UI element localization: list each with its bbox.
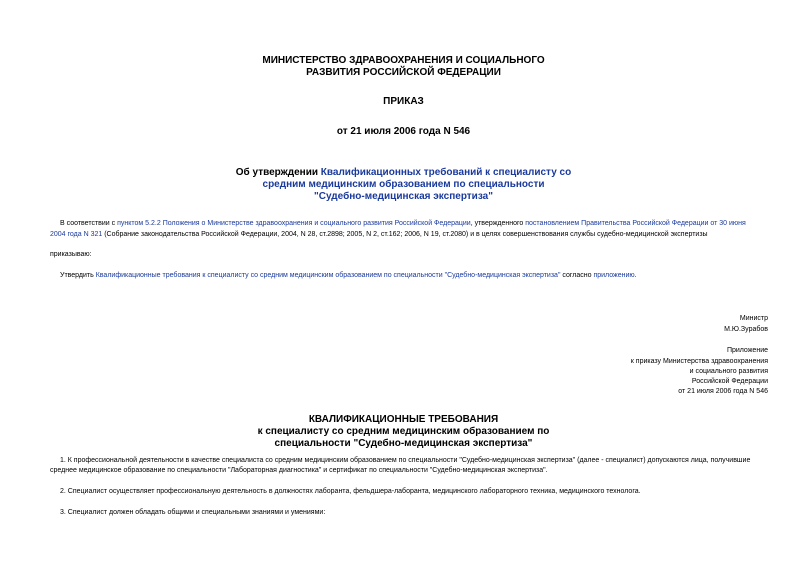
requirements-approve-link[interactable]: Квалификационные требования к специалисту со средним медицинским образованием по специальности "Судебно-медицинская экспертиза" [95,272,561,279]
clause-5-2-2-link[interactable]: пунктом 5.2.2 [117,220,161,227]
doc-date-number: от 21 июля 2006 года N 546 [336,126,471,137]
ministry-line-2: РАЗВИТИЯ РОССИЙСКОЙ ФЕДЕРАЦИИ [306,67,501,78]
subject-prefix: Об утверждении [235,167,321,178]
subject-line-3[interactable]: "Судебно-медицинская экспертиза" [314,191,493,202]
appendix-ref-1: Приложение [726,347,768,354]
signature-title: Министр [739,315,768,322]
order-word: приказываю: [50,251,92,258]
government-decree-link-cont[interactable]: 2004 года N 321 [50,231,103,238]
appendix-ref-2: к приказу Министерства здравоохранения [630,358,768,365]
doc-type: ПРИКАЗ [383,96,424,107]
signature-name: М.Ю.Зурабов [724,326,768,333]
requirements-link[interactable]: Квалификационных требований к специалисту со [320,167,572,178]
subject-line-1 [0,167,807,179]
appendix-link[interactable]: приложению [593,272,635,279]
requirements-title-2: к специалисту со средним медицинским образованием по [257,426,550,437]
clause-1-line-1: 1. К профессиональной деятельности в качестве специалиста со средним медицинским образованием по специальности "Судебно-медицинская экспертиза" (далее - специалист) допускаются лица, получившие [60,457,751,464]
appendix-ref-4: Российской Федерации [691,378,768,385]
preamble-line-1: В соответствии с пунктом 5.2.2 Положения о Министерстве здравоохранения и социального развития Российской Федерации, утвержденного постановлением Правительства Российской Федерации от 30 июня [60,220,746,227]
requirements-title-1: КВАЛИФИКАЦИОННЫЕ ТРЕБОВАНИЯ [308,414,499,425]
clause-3: 3. Специалист должен обладать общими и специальными знаниями и умениями: [60,509,326,516]
preamble-line-2: 2004 года N 321 (Собрание законодательства Российской Федерации, 2004, N 28, ст.2898; 2005, N 2, ст.162; 2006, N 19, ст.2080) и в целях совершенствования службы судебно-медицинской экспертизы [50,231,708,238]
clause-2: 2. Специалист осуществляет профессиональную деятельность в должностях лаборанта, фельдшера-лаборанта, медицинского лабораторного техника, медицинского технолога. [60,488,641,495]
ministry-line-1: МИНИСТЕРСТВО ЗДРАВООХРАНЕНИЯ И СОЦИАЛЬНОГО [262,55,545,66]
approve-paragraph: Утвердить Квалификационные требования к специалисту со средним медицинским образованием по специальности "Судебно-медицинская экспертиза" согласно приложению. [60,272,637,279]
subject-line-2[interactable]: средним медицинским образованием по специальности [262,179,545,190]
government-decree-link[interactable]: постановлением Правительства Российской Федерации от 30 июня [525,220,746,227]
appendix-ref-5: от 21 июля 2006 года N 546 [678,388,768,395]
requirements-title-3: специальности "Судебно-медицинская экспертиза" [274,438,533,449]
appendix-ref-3: и социального развития [689,368,768,375]
regulation-link[interactable]: Положения о Министерстве здравоохранения и социального развития Российской Федерации [162,220,471,227]
clause-1-line-2: среднее медицинское образование по специальности "Лабораторная диагностика" и сертификат по специальности "Судебно-медицинская экспертиза". [50,467,548,474]
